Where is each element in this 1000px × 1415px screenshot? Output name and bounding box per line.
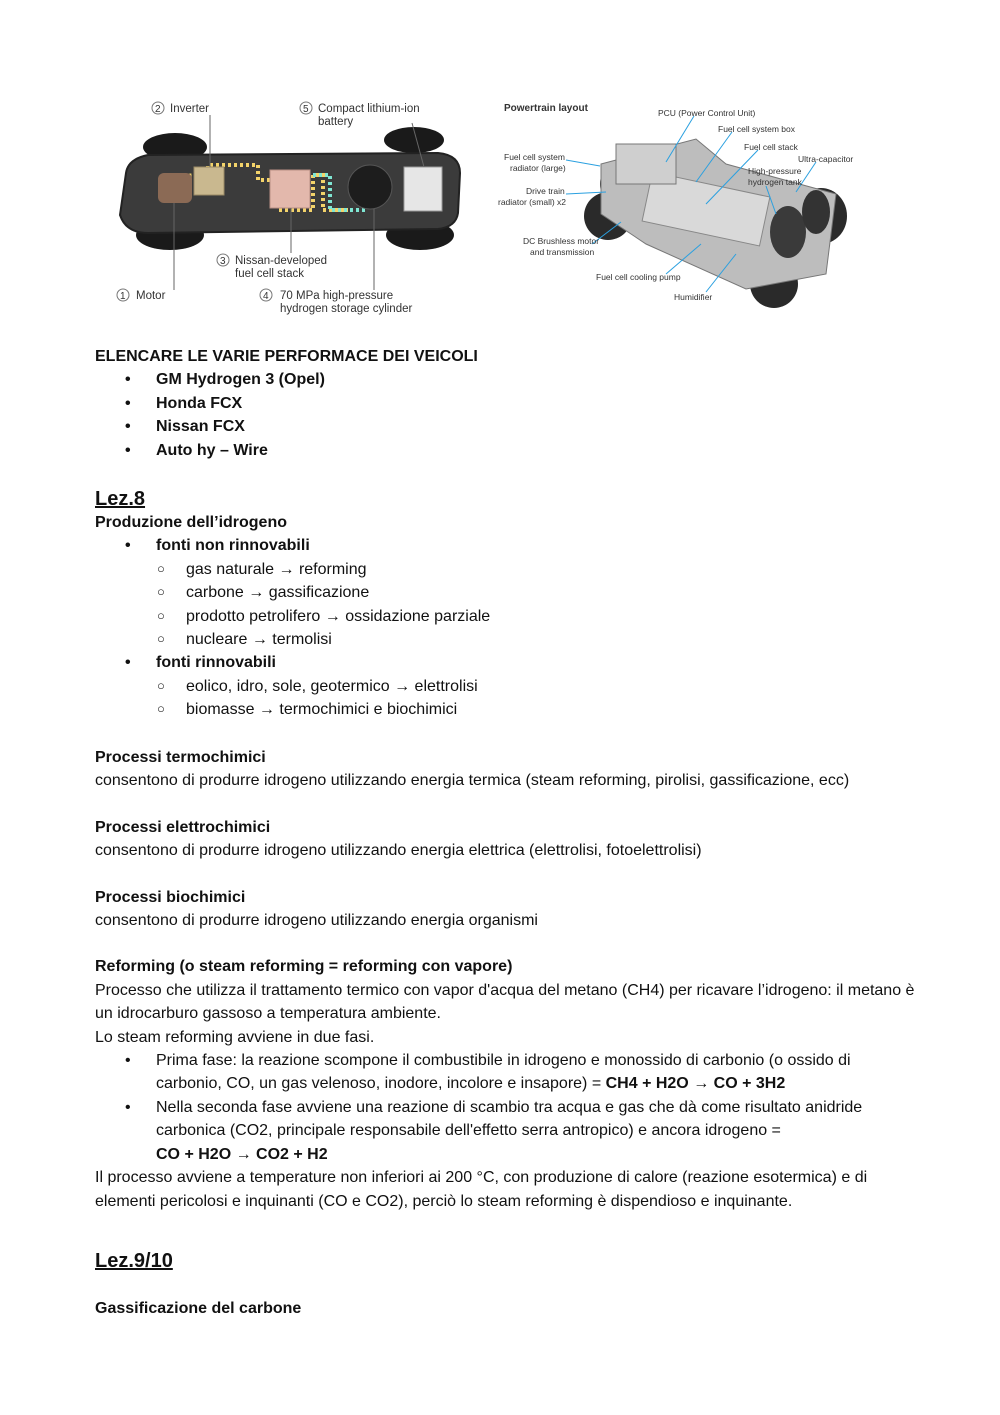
callout-4-number: 4 [263,291,269,302]
bullet-icon: • [125,537,131,555]
list-item: • GM Hydrogen 3 (Opel) [95,368,915,391]
circle-bullet-icon: ○ [157,560,165,576]
fc-stack-label: Fuel cell stack [744,142,798,152]
bullet-icon: • [125,654,131,672]
rad-large-label-2: radiator (large) [510,163,566,173]
circle-bullet-icon: ○ [157,701,165,717]
stack-label-2: fuel cell stack [235,268,305,280]
lez8-heading: Lez.8 [95,488,146,510]
motor-label: Motor [136,290,166,302]
circle-bullet-icon: ○ [157,607,165,623]
reforming-title: Reforming (o steam reforming = reforming con vapore) [95,958,513,976]
elettro-title: Processi elettrochimici [95,818,271,836]
termo-text: consentono di produrre idrogeno utilizzando energia termica (steam reforming, pirolisi, gassificazione, ecc) [95,772,850,790]
vehicle-list [95,368,915,462]
circle-bullet-icon: ○ [157,584,165,600]
callout-5-number: 5 [303,104,309,115]
elettro-text: consentono di produrre idrogeno utilizzando energia elettrica (elettrolisi, fotoelettrolisi) [95,842,702,860]
bullet-icon: • [125,1052,131,1070]
inverter-label: Inverter [170,103,209,115]
list-item: ○ biomasse → termochimici e biochimici [95,698,915,721]
cylinder-label-1: 70 MPa high-pressure [280,290,394,302]
rad-large-label-1: Fuel cell system [504,152,565,162]
list-item: • Prima fase: la reazione scompone il combustibile in idrogeno e monossido di carbonio (o ossido di carbonio, CO, un gas velenoso, inodore, incolore e insapore) = CH4 + H2O → CO + 3H2 [95,1049,915,1096]
processes-section [95,746,915,1213]
list-item: • fonti rinnovabili [95,651,915,674]
cooling-pump-label: Fuel cell cooling pump [596,272,681,282]
fc-box-label: Fuel cell system box [718,124,795,134]
cylinder-label-2: hydrogen storage cylinder [280,303,413,315]
pcu-label: PCU (Power Control Unit) [658,108,756,118]
tank-label-2: hydrogen tank [748,177,802,187]
list-item: • Nella seconda fase avviene una reazione di scambio tra acqua e gas che dà come risultato anidride carbonica (CO2, principale responsabile dell'effetto serra antropico) e ancora idrogeno = CO + H2O → CO2 + H2 [95,1096,915,1166]
callout-1-number: 1 [120,291,126,302]
circle-bullet-icon: ○ [157,677,165,693]
lez910-subtitle: Gassificazione del carbone [95,1300,302,1317]
termo-title: Processi termochimici [95,749,266,766]
callout-3-number: 3 [220,256,226,267]
dc-motor-label-1: DC Brushless motor [523,236,600,246]
bullet-icon: • [125,418,131,436]
battery-label-2: battery [318,116,354,128]
hydrogen-cylinder-icon [348,165,392,209]
battery-icon [404,167,442,211]
circle-bullet-icon: ○ [157,631,165,647]
bullet-icon: • [125,441,131,459]
lez8-subtitle: Produzione dell’idrogeno [95,514,287,531]
fuel-cell-stack-icon [270,170,310,208]
list-item: ○ prodotto petrolifero → ossidazione parziale [95,605,915,628]
ultracap-label: Ultra-capacitor [798,154,854,164]
section-title: ELENCARE LE VARIE PERFORMACE DEI VEICOLI [95,348,478,365]
motor-icon [158,173,192,203]
formula: CH4 + H2O → CO + 3H2 [605,1075,786,1093]
nissan-chassis-figure [108,95,470,320]
rad-small-label-1: Drive train [526,186,565,196]
reforming-p1: Processo che utilizza il trattamento termico con vapor d'acqua del metano (CH4) per ricavare l’idrogeno: il metano è un idrocarburo gassoso a temperatura ambiente. [95,981,915,1023]
reforming-p3: Il processo avviene a temperature non inferiori ai 200 °C, con produzione di calore (reazione esotermica) e di elementi pericolosi e inquinanti (CO e CO2), perciò lo steam reforming è dispendioso e inquinante. [95,1169,868,1210]
stack-label-1: Nissan-developed [235,255,328,267]
battery-label-1: Compact lithium-ion [318,103,420,115]
dc-motor-label-2: and transmission [530,247,595,257]
list-item: • Honda FCX [95,392,915,415]
list-item: • Nissan FCX [95,415,915,438]
vehicles-section [95,345,915,462]
humidifier-label: Humidifier [674,292,713,302]
powertrain-chassis [584,139,847,308]
lez8-section [95,487,915,722]
callout-2-number: 2 [155,104,161,115]
list-item: ○ gas naturale → reforming [95,558,915,581]
phases-list [95,1049,915,1166]
list-item: ○ nucleare → termolisi [95,628,915,651]
powertrain-figure [496,94,866,329]
inverter-icon [194,167,224,195]
list-item: ○ carbone → gassificazione [95,581,915,604]
list-item: • Auto hy – Wire [95,439,915,462]
formula: CO + H2O → CO2 + H2 [156,1145,328,1163]
lez910-section [95,1249,915,1320]
list-item: ○ eolico, idro, sole, geotermico → elettrolisi [95,675,915,698]
tank-label-1: High-pressure [748,166,802,176]
bio-text: consentono di produrre idrogeno utilizzando energia organismi [95,912,538,930]
reforming-p2: Lo steam reforming avviene in due fasi. [95,1028,375,1046]
bullet-icon: • [125,1098,131,1116]
rad-small-label-2: radiator (small) x2 [498,197,567,207]
bullet-icon: • [125,394,131,412]
list-item: • fonti non rinnovabili [95,534,915,557]
sources-list [95,534,915,721]
bullet-icon: • [125,371,131,389]
powertrain-title: Powertrain layout [504,103,588,114]
lez910-heading: Lez.9/10 [95,1250,173,1272]
bio-title: Processi biochimici [95,888,246,906]
